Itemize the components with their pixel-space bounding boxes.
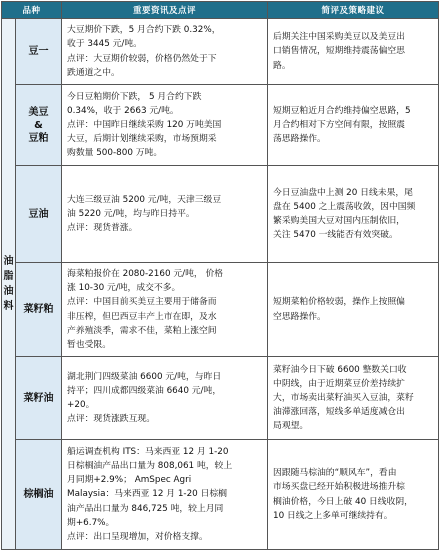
table-row [2, 19, 439, 85]
advice-cell: 后期关注中国采购美豆以及美豆出 口销售情况，短期维持震荡偏空思 路。 [268, 19, 439, 85]
news-cell: 大连三级豆油 5200 元/吨，天津三级豆 油 5220 元/吨，均与昨日持平。 点评：现货普涨。 [62, 166, 268, 263]
category-soybean-no1: 豆一 [16, 19, 62, 85]
category-soybean-oil: 豆油 [16, 166, 62, 263]
news-cell: 今日豆粕期价下跌， 5 月合约下跌 0.34%，收于 2663 元/吨。 点评：中国昨日继续采购 120 万吨美国 大豆，后期计划继续采购，市场预期采 购数量 500-800 万吨。 [62, 85, 268, 166]
news-cell: 海菜粕报价在 2080-2160 元/吨， 价格 涨 10-30 元/吨，成交不多。 点评：中国目前买美豆主要用于储备而 非压榨，但巴西豆丰产上市在即，及水 产养殖淡季，需求不佳，菜粕上涨空间 暂也受限。 [62, 263, 268, 357]
group-label-oilseeds: 油 脂 油 料 [2, 19, 16, 550]
news-cell: 大豆期价下跌，5 月合约下跌 0.32%， 收于 3445 元/吨。 点评：大豆期价较弱，价格仍然处于下 跌通道之中。 [62, 19, 268, 85]
advice-cell: 今日豆油盘中上测 20 日线未果，尾 盘在 5400 之上震荡收敛，因中国频 繁采购美国大豆对国内压制依旧， 关注 5470 一线能否有效突破。 [268, 166, 439, 263]
news-cell: 湖北荆门四级菜油 6600 元/吨，与昨日 持平；四川成都四级菜油 6640 元/吨， +20。 点评：现货涨跌互现。 [62, 357, 268, 440]
table-row [2, 166, 439, 263]
category-palm-oil: 棕榈油 [16, 440, 62, 550]
table-row [2, 263, 439, 357]
header-variety: 品种 [2, 2, 62, 19]
advice-cell: 短期豆粕近月合约维持偏空思路，5 月合约相对下方空间有限，按照震 荡思路操作。 [268, 85, 439, 166]
table-header-row [2, 2, 439, 19]
advice-cell: 菜籽油今日下破 6600 整数关口收 中阴线，由于近期菜豆价差持续扩 大，市场卖出菜籽油买入豆油，菜籽 油滞涨回落，短线多单适度减仓出 局观望。 [268, 357, 439, 440]
advice-cell: 因跟随马棕油的“顺风车”，看由 市场买盘已经开始积极进场推升棕 榈油价格，今日上破 40 日线收阴， 10 日线之上多单可继续持有。 [268, 440, 439, 550]
header-advice: 简评及策略建议 [268, 2, 439, 19]
category-rapeseed-meal: 菜籽粕 [16, 263, 62, 357]
category-rapeseed-oil: 菜籽油 [16, 357, 62, 440]
table-row [2, 357, 439, 440]
table-row [2, 440, 439, 550]
table-row [2, 85, 439, 166]
category-soymeal: 美豆 & 豆粕 [16, 85, 62, 166]
header-news: 重要资讯及点评 [62, 2, 268, 19]
advice-cell: 短期菜粕价格较弱，操作上按照偏 空思路操作。 [268, 263, 439, 357]
news-cell: 船运调查机构 ITS：马来西亚 12 月 1-20 日棕榈油产品出口量为 808,061 吨，较上 月同期+2.9%； AmSpec Agri Malaysia：马来西亚 12 月 1-20 日棕榈 油产品出口量为 846,725 吨，较上月同 期+6.7%。 点评：出口呈现增加，对价格支撑。 [62, 440, 268, 550]
strategy-table [1, 1, 439, 550]
